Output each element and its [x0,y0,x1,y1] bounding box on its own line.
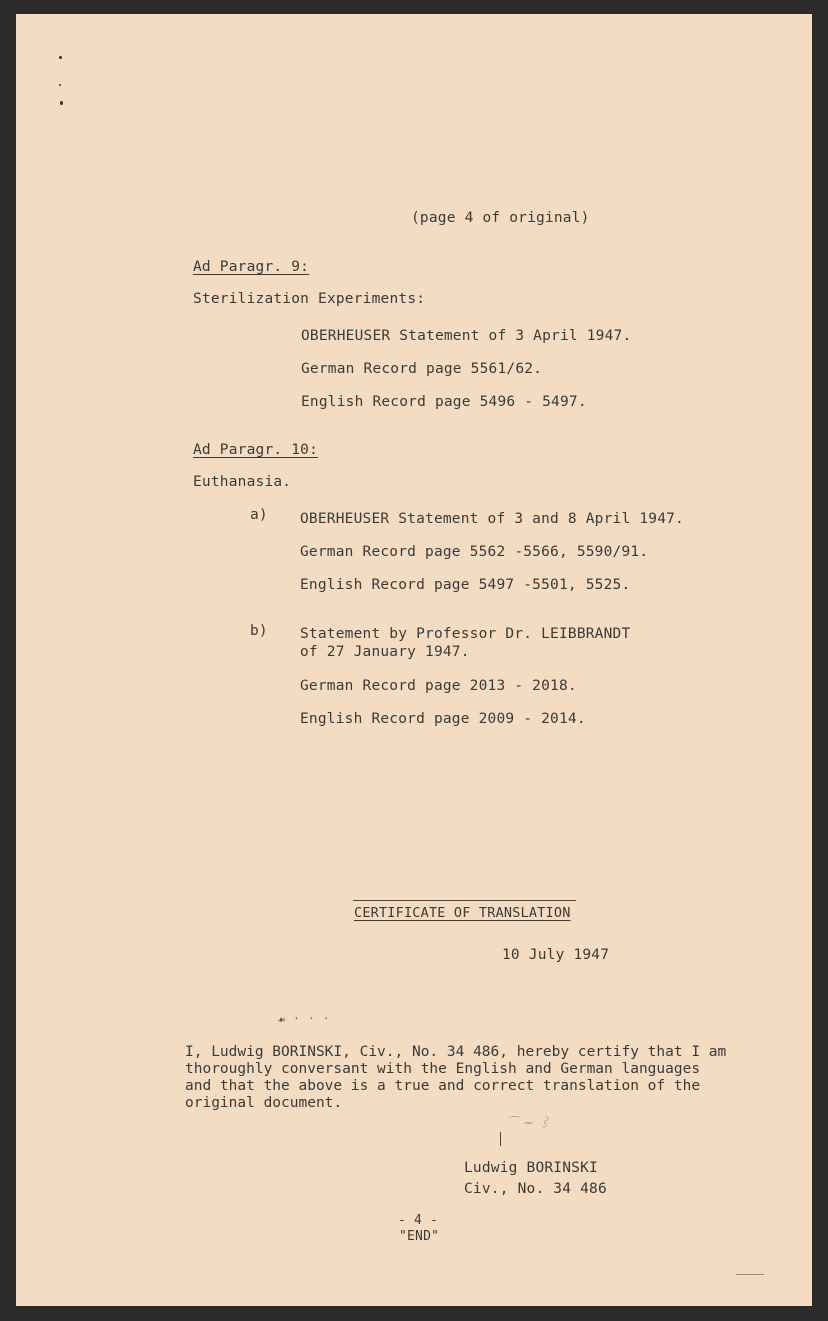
certificate-title: CERTIFICATE OF TRANSLATION [354,905,571,921]
document-page [16,14,812,1306]
item-b-label: b) [250,623,268,639]
item-a-label: a) [250,507,268,523]
item-a-line: OBERHEUSER Statement of 3 and 8 April 1947. [300,511,684,527]
paragraph-9-line: OBERHEUSER Statement of 3 April 1947. [301,328,632,344]
punch-mark [59,84,61,86]
signature-tick [500,1132,501,1146]
item-a-line: English Record page 5497 -5501, 5525. [300,577,631,593]
end-mark: "END" [399,1229,440,1244]
certificate-body: I, Ludwig BORINSKI, Civ., No. 34 486, hereby certify that I am thoroughly conversant with the English and German languages and that the above is a true and correct translation of the original document. [185,1044,727,1111]
margin-mark [736,1274,764,1275]
signature-mark: ⌒ ~ ⌇ [506,1116,552,1131]
paragraph-9-subject: Sterilization Experiments: [193,291,426,307]
punch-mark [60,101,63,105]
signer-civ-number: Civ., No. 34 486 [464,1181,607,1197]
paragraph-10-subject: Euthanasia. [193,474,292,490]
page-reference: (page 4 of original) [411,210,590,226]
certificate-date: 10 July 1947 [502,947,610,963]
item-a-line: German Record page 5562 -5566, 5590/91. [300,544,649,560]
page-number: - 4 - [398,1213,439,1228]
item-b-line: of 27 January 1947. [300,644,470,660]
signer-name: Ludwig BORINSKI [464,1160,598,1176]
paragraph-9-line: German Record page 5561/62. [301,361,543,377]
paragraph-9-line: English Record page 5496 - 5497. [301,394,587,410]
item-b-line: Statement by Professor Dr. LEIBBRANDT [300,626,631,642]
item-b-line: English Record page 2009 - 2014. [300,711,586,727]
item-b-line: German Record page 2013 - 2018. [300,678,577,694]
paragraph-9-heading: Ad Paragr. 9: [193,259,310,275]
paragraph-10-heading: Ad Paragr. 10: [193,442,319,458]
certificate-top-rule [353,900,576,901]
stray-marks: ☙ ˑ ˑ ˑ [278,1013,330,1027]
punch-mark [59,56,62,59]
